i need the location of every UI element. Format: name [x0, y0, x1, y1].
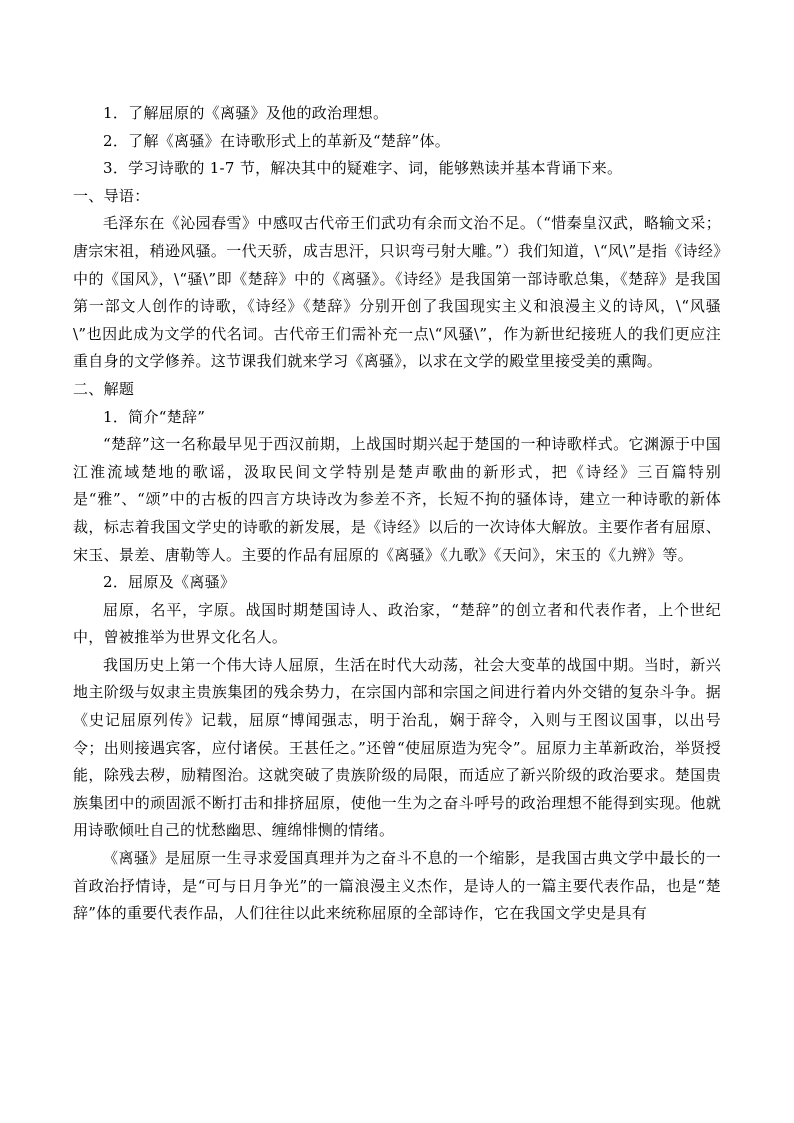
intro-paragraph: 毛泽东在《沁园春雪》中感叹古代帝王们武功有余而文治不足。（“惜秦皇汉武，略输文采；唐宗宋祖，稍逊风骚。一代天骄，成吉思汗，只识弯弓射大雕。”）我们知道，\“风\”是指《诗经》中的《国风》，\“骚\”即《楚辞》中的《离骚》。《诗经》是我国第一部诗歌总集，《楚辞》是我国第一部文人创作的诗歌，《诗经》《楚辞》分别开创了我国现实主义和浪漫主义的诗风，\“风骚\”也因此成为文学的代名词。古代帝王们需补充一点\“风骚\”，作为新世纪接班人的我们更应注重自身的文学修养。这节课我们就来学习《离骚》，以求在文学的殿堂里接受美的熏陶。	[73, 214, 721, 371]
section-heading-intro: 一、导语：	[73, 186, 150, 205]
chuci-paragraph: “楚辞”这一名称最早见于西汉前期，上战国时期兴起于楚国的一种诗歌样式。它渊源于中国江淮流域楚地的歌谣，汲取民间文学特别是楚声歌曲的新形式，把《诗经》三百篇特别是“雅”、“颂”中的古板的四言方块诗改为参差不齐，长短不拘的骚体诗，建立一种诗歌的新体裁，标志着我国文学史的诗歌的新发展，是《诗经》以后的一次诗体大解放。主要作者有屈原、宋玉、景差、唐勒等人。主要的作品有屈原的《离骚》《九歌》《天问》，宋玉的《九辨》等。	[73, 435, 721, 564]
quyuan-paragraph-2: 我国历史上第一个伟大诗人屈原，生活在时代大动荡，社会大变革的战国中期。当时，新兴地主阶级与奴隶主贵族集团的残余势力，在宗国内部和宗国之间进行着内外交错的复杂斗争。据《史记屈原列传》记载，屈原“博闻强志，明于治乱，娴于辞令，入则与王图议国事，以出号令；出则接遇宾客，应付诸侯。王甚任之。”还曾“使屈原造为宪令”。屈原力主革新政治，举贤授能，除残去秽，励精图治。这就突破了贵族阶级的局限，而适应了新兴阶级的政治要求。楚国贵族集团中的顽固派不断打击和排挤屈原，使他一生为之奋斗呼号的政治理想不能得到实现。他就用诗歌倾吐自己的忧愁幽思、缠绵悱恻的情绪。	[73, 655, 721, 840]
objective-2: 2．了解《离骚》在诗歌形式上的革新及“楚辞”体。	[103, 131, 451, 150]
subsection-title-chuci: 1．简介“楚辞”	[103, 407, 206, 426]
quyuan-paragraph-1: 屈原，名平，字原。战国时期楚国诗人、政治家，“楚辞”的创立者和代表作者，上个世纪中，曾被推举为世界文化名人。	[73, 600, 721, 647]
objective-1: 1．了解屈原的《离骚》及他的政治理想。	[103, 104, 389, 122]
document-body	[73, 100, 721, 928]
subsection-title-quyuan: 2．屈原及《离骚》	[103, 573, 236, 592]
objective-3: 3．学习诗歌的 1-7 节，解决其中的疑难字、词，能够熟读并基本背诵下来。	[103, 159, 623, 178]
section-heading-explanation: 二、解题	[73, 379, 135, 398]
lisao-paragraph: 《离骚》是屈原一生寻求爱国真理并为之奋斗不息的一个缩影，是我国古典文学中最长的一首政治抒情诗，是“可与日月争光”的一篇浪漫主义杰作，是诗人的一篇主要代表作品，也是“楚辞”体的重要代表作品，人们往往以此来统称屈原的全部诗作，它在我国文学史是具有	[73, 849, 721, 923]
